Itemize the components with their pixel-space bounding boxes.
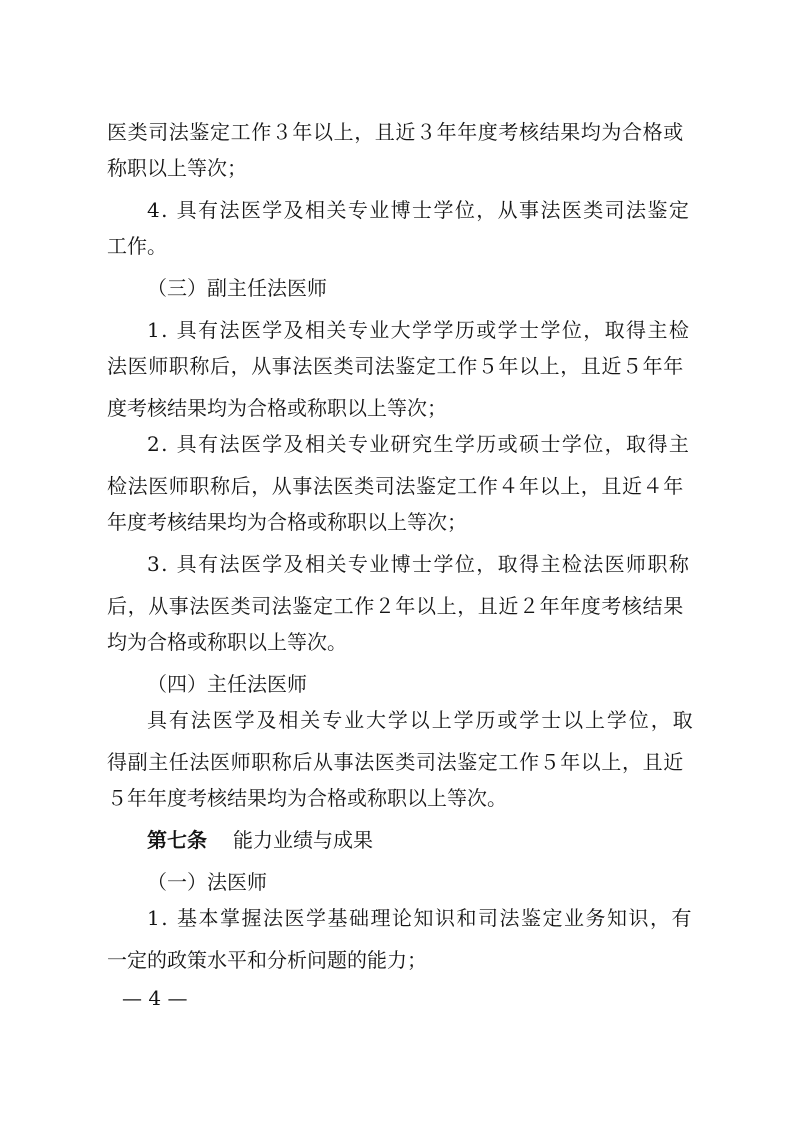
paragraph-line: 均为合格或称职以上等次。 — [107, 630, 347, 654]
paragraph-line: 得副主任法医师职称后从事法医类司法鉴定工作５年以上，且近 — [107, 750, 684, 774]
section-heading: （一）法医师 — [147, 870, 267, 894]
article-number: 第七条 — [147, 828, 207, 852]
article-heading — [147, 825, 373, 855]
section-heading: （四）主任法医师 — [147, 672, 307, 696]
paragraph-line: 年度考核结果均为合格或称职以上等次； — [107, 510, 467, 534]
paragraph-line: 检法医师职称后，从事法医类司法鉴定工作４年以上，且近４年 — [107, 474, 684, 498]
paragraph-line: 称职以上等次； — [107, 156, 247, 180]
article-title: 能力业绩与成果 — [233, 828, 373, 852]
paragraph-line: 法医师职称后，从事法医类司法鉴定工作５年以上，且近５年年 — [107, 354, 684, 378]
paragraph-line: 2. 具有法医学及相关专业研究生学历或硕士学位，取得主 — [147, 432, 691, 456]
paragraph-line: 1. 基本掌握法医学基础理论知识和司法鉴定业务知识，有 — [147, 906, 693, 930]
section-heading: （三）副主任法医师 — [147, 276, 327, 300]
paragraph-line: 后，从事法医类司法鉴定工作２年以上，且近２年年度考核结果 — [107, 594, 684, 618]
paragraph-line: 具有法医学及相关专业大学以上学历或学士以上学位，取 — [147, 708, 695, 732]
paragraph-line: 3. 具有法医学及相关专业博士学位，取得主检法医师职称 — [147, 552, 691, 576]
paragraph-line: 工作。 — [107, 234, 167, 258]
paragraph-line: 4. 具有法医学及相关专业博士学位，从事法医类司法鉴定 — [147, 198, 691, 222]
page-number: — 4 — — [122, 986, 188, 1010]
paragraph-line: 1. 具有法医学及相关专业大学学历或学士学位，取得主检 — [147, 318, 691, 342]
paragraph-line: ５年年度考核结果均为合格或称职以上等次。 — [107, 786, 507, 810]
paragraph-line: 医类司法鉴定工作３年以上，且近３年年度考核结果均为合格或 — [107, 120, 684, 144]
paragraph-line: 度考核结果均为合格或称职以上等次； — [107, 396, 447, 420]
paragraph-line: 一定的政策水平和分析问题的能力； — [107, 948, 427, 972]
